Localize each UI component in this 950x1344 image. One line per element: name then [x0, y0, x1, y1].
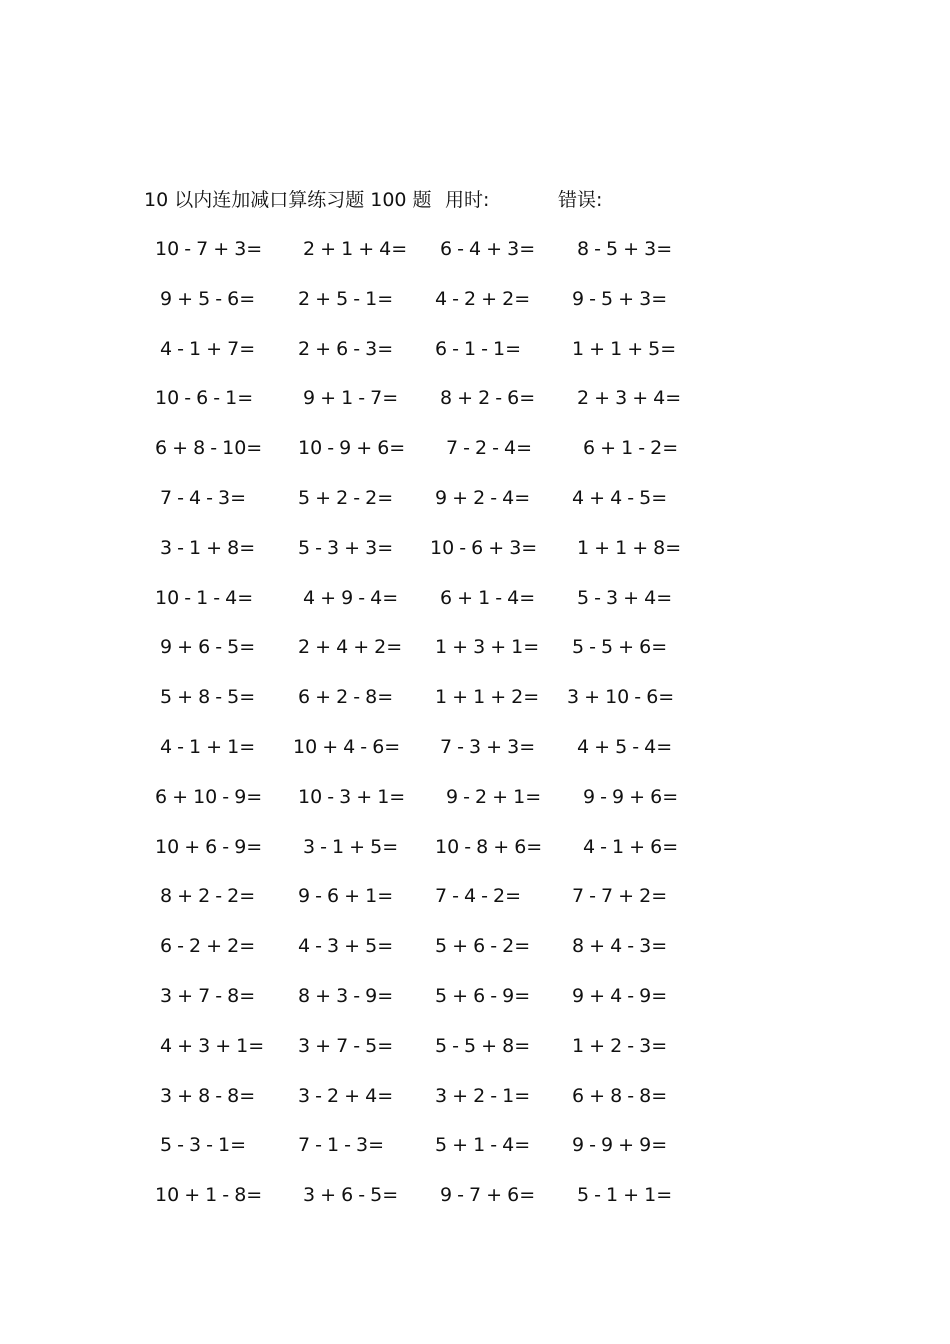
problem-row [0, 733, 950, 783]
problem-item: 9 - 9 + 6= [583, 785, 679, 808]
problem-item: 10 + 6 - 9= [155, 835, 263, 858]
problem-item: 4 + 5 - 4= [577, 735, 673, 758]
time-used-label: 用时: [445, 189, 490, 211]
problem-row [0, 584, 950, 634]
problem-row [0, 633, 950, 683]
problem-row [0, 235, 950, 285]
problem-item: 3 + 7 - 8= [160, 984, 256, 1007]
problem-row [0, 882, 950, 932]
problem-row [0, 1082, 950, 1132]
problem-item: 10 + 1 - 8= [155, 1184, 263, 1207]
errors-label: 错误: [558, 189, 603, 211]
problem-item: 7 - 3 + 3= [440, 735, 536, 758]
problem-item: 5 - 3 - 1= [160, 1134, 247, 1157]
problem-item: 10 - 1 - 4= [155, 586, 254, 609]
problem-item: 5 + 2 - 2= [298, 486, 394, 509]
problem-item: 2 + 3 + 4= [577, 387, 682, 410]
problem-item: 4 - 1 + 7= [160, 337, 256, 360]
problem-item: 4 - 2 + 2= [435, 287, 531, 310]
problem-item: 6 - 4 + 3= [440, 238, 536, 260]
problem-item: 3 - 2 + 4= [298, 1084, 394, 1107]
problem-item: 8 + 2 - 2= [160, 885, 256, 908]
problem-item: 2 + 5 - 1= [298, 287, 394, 310]
problem-item: 9 - 5 + 3= [572, 287, 668, 310]
problem-item: 6 + 10 - 9= [155, 785, 263, 808]
problem-item: 5 + 6 - 9= [435, 984, 531, 1007]
problem-row [0, 335, 950, 385]
problem-row [0, 434, 950, 484]
problem-item: 4 - 1 + 6= [583, 835, 679, 858]
problem-item: 8 - 5 + 3= [577, 238, 673, 260]
problem-item: 9 + 1 - 7= [303, 387, 399, 410]
problem-row [0, 534, 950, 584]
problem-item: 10 - 9 + 6= [298, 437, 406, 460]
problem-item: 3 + 2 - 1= [435, 1084, 531, 1107]
problem-item: 4 - 1 + 1= [160, 735, 256, 758]
problem-item: 10 - 8 + 6= [435, 835, 543, 858]
problem-item: 6 + 1 - 2= [583, 437, 679, 460]
problem-item: 4 + 4 - 5= [572, 486, 668, 509]
problem-item: 3 - 1 + 5= [303, 835, 399, 858]
problem-item: 8 + 3 - 9= [298, 984, 394, 1007]
problem-item: 9 + 2 - 4= [435, 486, 531, 509]
problem-item: 3 - 1 + 8= [160, 536, 256, 559]
problem-item: 7 - 7 + 2= [572, 885, 668, 908]
problem-item: 9 + 4 - 9= [572, 984, 668, 1007]
problem-item: 3 + 6 - 5= [303, 1184, 399, 1207]
problem-item: 10 - 6 + 3= [430, 536, 538, 559]
problem-item: 1 + 1 + 8= [577, 536, 682, 559]
problem-item: 7 - 2 - 4= [446, 437, 533, 460]
problem-item: 10 - 7 + 3= [155, 238, 263, 260]
problem-row [0, 1181, 950, 1231]
problem-item: 4 + 9 - 4= [303, 586, 399, 609]
problem-item: 6 + 1 - 4= [440, 586, 536, 609]
problem-item: 2 + 6 - 3= [298, 337, 394, 360]
problem-row [0, 384, 950, 434]
problem-item: 6 + 2 - 8= [298, 686, 394, 709]
problem-item: 1 + 1 + 2= [435, 686, 540, 709]
problem-item: 10 + 4 - 6= [293, 735, 401, 758]
problem-item: 9 - 7 + 6= [440, 1184, 536, 1207]
problem-row [0, 833, 950, 883]
problem-item: 7 - 4 - 3= [160, 486, 247, 509]
problem-item: 5 - 5 + 6= [572, 636, 668, 659]
problem-item: 6 + 8 - 8= [572, 1084, 668, 1107]
problem-row [0, 1131, 950, 1181]
problem-item: 9 + 5 - 6= [160, 287, 256, 310]
problem-item: 2 + 1 + 4= [303, 238, 408, 260]
problem-item: 4 + 3 + 1= [160, 1034, 265, 1057]
problem-item: 9 + 6 - 5= [160, 636, 256, 659]
problem-item: 5 + 6 - 2= [435, 935, 531, 958]
problem-row [0, 683, 950, 733]
problem-row [0, 1032, 950, 1082]
problem-item: 9 - 9 + 9= [572, 1134, 668, 1157]
problem-item: 5 + 1 - 4= [435, 1134, 531, 1157]
problem-item: 5 - 1 + 1= [577, 1184, 673, 1207]
problem-item: 10 - 3 + 1= [298, 785, 406, 808]
problem-item: 6 + 8 - 10= [155, 437, 263, 460]
problem-grid [0, 235, 950, 1231]
problem-item: 1 + 2 - 3= [572, 1034, 668, 1057]
problem-item: 3 + 10 - 6= [567, 686, 675, 709]
problem-item: 7 - 1 - 3= [298, 1134, 385, 1157]
worksheet-title: 10 以内连加减口算练习题 100 题 [144, 189, 432, 211]
problem-item: 4 - 3 + 5= [298, 935, 394, 958]
problem-item: 1 + 1 + 5= [572, 337, 677, 360]
problem-item: 1 + 3 + 1= [435, 636, 540, 659]
problem-item: 6 - 1 - 1= [435, 337, 522, 360]
problem-item: 5 + 8 - 5= [160, 686, 256, 709]
problem-item: 5 - 5 + 8= [435, 1034, 531, 1057]
problem-item: 2 + 4 + 2= [298, 636, 403, 659]
problem-item: 10 - 6 - 1= [155, 387, 254, 410]
problem-row [0, 484, 950, 534]
problem-item: 9 - 2 + 1= [446, 785, 542, 808]
problem-item: 5 - 3 + 4= [577, 586, 673, 609]
problem-item: 3 + 7 - 5= [298, 1034, 394, 1057]
problem-row [0, 932, 950, 982]
problem-item: 6 - 2 + 2= [160, 935, 256, 958]
problem-item: 9 - 6 + 1= [298, 885, 394, 908]
problem-row [0, 285, 950, 335]
problem-item: 8 + 2 - 6= [440, 387, 536, 410]
problem-item: 3 + 8 - 8= [160, 1084, 256, 1107]
problem-item: 7 - 4 - 2= [435, 885, 522, 908]
problem-item: 8 + 4 - 3= [572, 935, 668, 958]
problem-item: 5 - 3 + 3= [298, 536, 394, 559]
problem-row [0, 783, 950, 833]
problem-row [0, 982, 950, 1032]
